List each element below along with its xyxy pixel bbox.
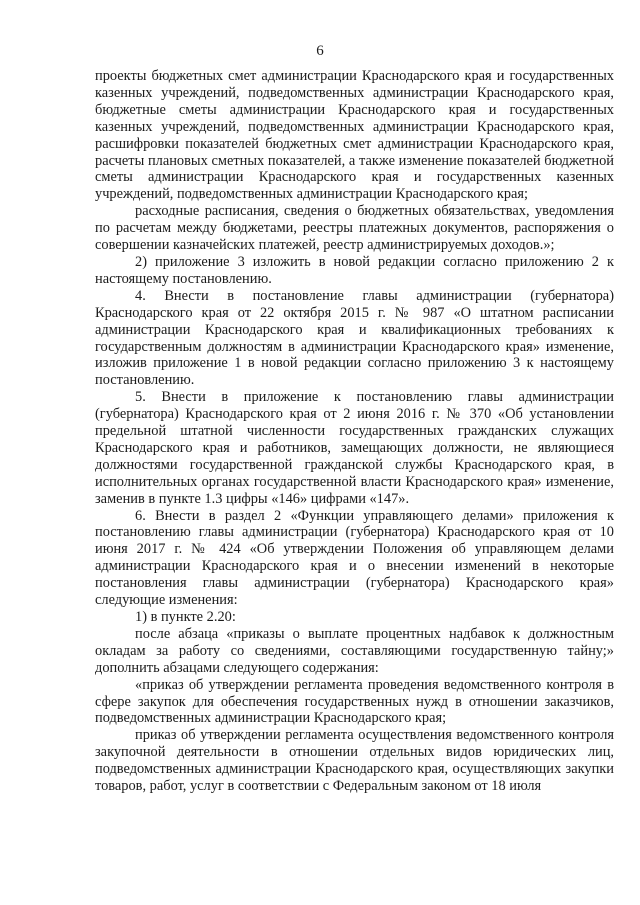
paragraph: 1) в пункте 2.20: [135, 609, 236, 625]
paragraph: расходные расписания, сведения о бюджетных обязательствах, уведомления по расчетам между бюджетами, реестры платежных документов, распоряжения о совершении казначейских платежей, реестр администрируемых доходов.»; [95, 203, 614, 254]
paragraph: приказ об утверждении регламента осуществления ведомственного контроля закупочной деятельности в отношении отдельных видов юридических лиц, подведомственных администрации Краснодарского края, осуществляющих закупки товаров, работ, услуг в соответствии с Федеральным законом от 18 июля [95, 727, 614, 795]
paragraph: «приказ об утверждении регламента проведения ведомственного контроля в сфере закупок для обеспечения государственных нужд в отношении заказчиков, подведомственных администрации Краснодарского края; [95, 676, 614, 727]
paragraph: после абзаца «приказы о выплате процентных надбавок к должностным окладам за работу со сведениями, составляющими государственную тайну;» дополнить абзацами следующего содержания: [95, 625, 614, 676]
page-number: 6 [316, 43, 324, 59]
paragraph: проекты бюджетных смет администрации Краснодарского края и государственных казенных учреждений, подведомственных администрации Краснодарского края, бюджетные сметы администрации Краснодарского края и государственных казенных учреждений, подведомственных администрации Краснодарского края, расшифровки показателей бюджетных смет администрации Краснодарского края, расчеты плановых сметных показателей, а также изменение показателей бюджетной сметы администрации Краснодарского края и государственных казенных учреждений, подведомственных администрации Краснодарского края; [95, 68, 614, 203]
paragraph: 5. Внести в приложение к постановлению главы администрации (губернатора) Краснодарского края от 2 июня 2016 г. № 370 «Об установлении предельной штатной численности государственных гражданских служащих Краснодарского края и работников, замещающих должности, не являющиеся должностями государственной гражданской службы Краснодарского края, в исполнительных органах государственной власти Краснодарского края» изменение, заменив в пункте 1.3 цифры «146» цифрами «147». [95, 389, 614, 507]
paragraph: 4. Внести в постановление главы администрации (губернатора) Краснодарского края от 22 октября 2015 г. № 987 «О штатном расписании администрации Краснодарского края и квалификационных требованиях к государственным должностям в администрации Краснодарского края» изменение, изложив приложение 1 в новой редакции согласно приложению 3 к настоящему постановлению. [95, 287, 614, 389]
document-body [95, 68, 614, 795]
paragraph: 2) приложение 3 изложить в новой редакции согласно приложению 2 к настоящему постановлению. [95, 253, 614, 287]
paragraph: 6. Внести в раздел 2 «Функции управляющего делами» приложения к постановлению главы администрации (губернатора) Краснодарского края от 10 июня 2017 г. № 424 «Об утверждении Положения об управляющем делами администрации Краснодарского края и о внесении изменений в некоторые постановления главы администрации (губернатора) Краснодарского края» следующие изменения: [95, 507, 614, 609]
